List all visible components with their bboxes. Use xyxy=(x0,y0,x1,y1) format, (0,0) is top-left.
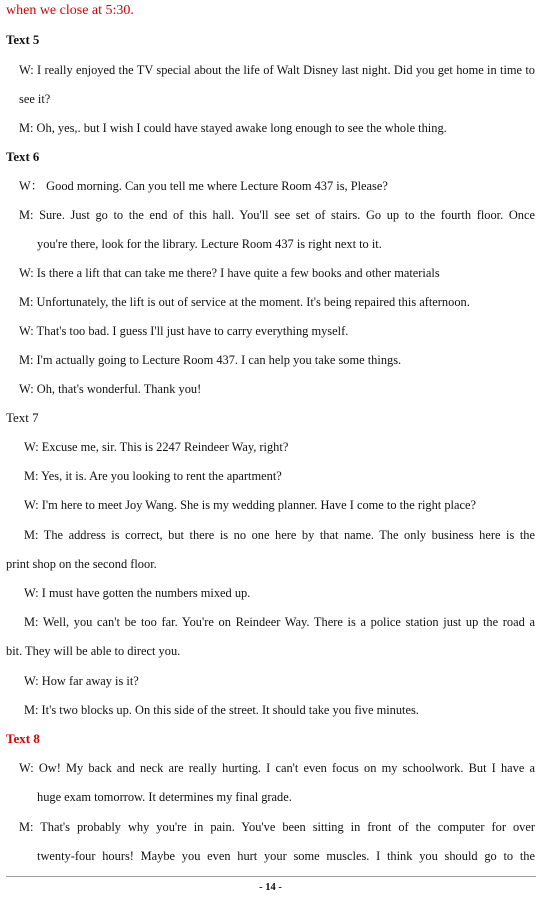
text6-line-7: M: I'm actually going to Lecture Room 437. I can help you take some things. xyxy=(19,353,402,367)
text7-line-2: M: Yes, it is. Are you looking to rent the apartment? xyxy=(24,469,282,483)
text5-line-3: M: Oh, yes,. but I wish I could have stayed awake long enough to see the whole thing. xyxy=(19,121,447,135)
text7-line-6: W: I must have gotten the numbers mixed up. xyxy=(24,586,251,600)
text6-heading: Text 6 xyxy=(6,150,40,164)
text7-line-5: print shop on the second floor. xyxy=(6,557,157,571)
text8-line-2: huge exam tomorrow. It determines my final grade. xyxy=(37,790,292,804)
text6-line-1: W： Good morning. Can you tell me where Lecture Room 437 is, Please? xyxy=(19,179,388,193)
text8-line-1: W: Ow! My back and neck are really hurting. I can't even focus on my schoolwork. But I have a xyxy=(19,761,535,775)
text6-line-5: M: Unfortunately, the lift is out of service at the moment. It's being repaired this afternoon. xyxy=(19,295,470,309)
text7-line-8: bit. They will be able to direct you. xyxy=(6,644,181,658)
text6-line-2: M: Sure. Just go to the end of this hall. You'll see set of stairs. Go up to the fourth floor. Once xyxy=(19,208,535,222)
text5-heading: Text 5 xyxy=(6,33,40,47)
text5-line-1: W: I really enjoyed the TV special about the life of Walt Disney last night. Did you get home in time to xyxy=(19,63,535,77)
footer-divider xyxy=(6,876,536,877)
continuation-line: when we close at 5:30. xyxy=(6,3,134,18)
text6-line-8: W: Oh, that's wonderful. Thank you! xyxy=(19,382,202,396)
text7-line-3: W: I'm here to meet Joy Wang. She is my wedding planner. Have I come to the right place? xyxy=(24,498,476,512)
text6-line-6: W: That's too bad. I guess I'll just have to carry everything myself. xyxy=(19,324,349,338)
text7-line-1: W: Excuse me, sir. This is 2247 Reindeer Way, right? xyxy=(24,440,289,454)
text8-line-4: twenty-four hours! Maybe you even hurt your some muscles. I think you should go to the xyxy=(37,849,535,863)
text7-line-9: W: How far away is it? xyxy=(24,674,139,688)
text8-heading: Text 8 xyxy=(6,731,40,746)
text7-line-10: M: It's two blocks up. On this side of the street. It should take you five minutes. xyxy=(24,703,419,717)
page-number: - 14 - xyxy=(259,882,282,893)
text5-line-2: see it? xyxy=(19,92,51,106)
text6-line-4: W: Is there a lift that can take me there? I have quite a few books and other materials xyxy=(19,266,440,280)
text7-heading: Text 7 xyxy=(6,410,39,425)
text7-line-4: M: The address is correct, but there is no one here by that name. The only business here is the xyxy=(24,528,535,542)
text6-line-3: you're there, look for the library. Lecture Room 437 is right next to it. xyxy=(37,237,382,251)
text7-line-7: M: Well, you can't be too far. You're on Reindeer Way. There is a police station just up the road a xyxy=(24,615,535,629)
text8-line-3: M: That's probably why you're in pain. You've been sitting in front of the computer for over xyxy=(19,820,535,834)
